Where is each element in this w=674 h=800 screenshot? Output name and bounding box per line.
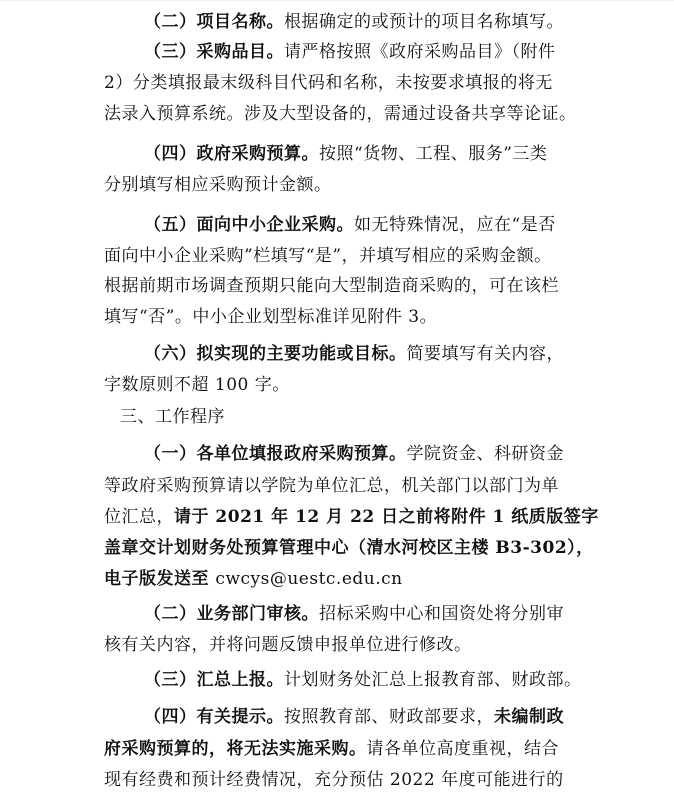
- text-segment: 招标采购中心和国资处将分别审: [319, 604, 564, 624]
- text-line: [144, 8, 634, 36]
- text-line: [104, 565, 634, 593]
- bold-text-segment: （五）面向中小企业采购。: [144, 215, 354, 235]
- text-segment: cwcys@uestc.edu.cn: [215, 569, 403, 589]
- text-line: [104, 69, 634, 97]
- text-segment: 位汇总，: [104, 507, 174, 527]
- text-line: [144, 666, 634, 694]
- text-segment: 根据确定的或预计的项目名称填写。: [284, 12, 564, 32]
- text-segment: 2）分类填报最末级科目代码和名称，未按要求填报的将无: [104, 73, 553, 93]
- text-segment: 分别填写相应采购预计金额。: [104, 175, 332, 195]
- text-line: [104, 100, 634, 128]
- bold-text-segment: （六）拟实现的主要功能或目标。: [144, 344, 407, 364]
- bold-text-segment: 未编制政: [494, 707, 564, 727]
- bold-text-segment: （三）汇总上报。: [144, 670, 284, 690]
- text-line: [104, 171, 634, 199]
- text-segment: 三、工作程序: [120, 407, 225, 427]
- bold-text-segment: （四）政府采购预算。: [144, 144, 319, 164]
- text-segment: 填写“否”。中小企业划型标准详见附件 3。: [104, 307, 438, 327]
- text-line: [144, 440, 634, 468]
- text-segment: 请严格按照《政府采购品目》（附件: [284, 42, 556, 62]
- text-line: [144, 340, 634, 368]
- text-line: [104, 303, 634, 331]
- text-line: [144, 703, 634, 731]
- text-segment: 如无特殊情况，应在“是否: [354, 215, 556, 235]
- bold-text-segment: （二）项目名称。: [144, 12, 284, 32]
- bold-text-segment: 电子版发送至: [104, 569, 216, 589]
- text-line: [104, 631, 634, 659]
- text-segment: 请各单位高度重视，结合: [366, 739, 559, 759]
- text-line: [144, 38, 634, 66]
- text-segment: 面向中小企业采购”栏填写“是”，并填写相应的采购金额。: [104, 246, 552, 266]
- text-line: [144, 140, 634, 168]
- text-line: [104, 371, 634, 399]
- text-segment: 学院资金、科研资金: [406, 444, 564, 464]
- text-segment: 按照教育部、财政部要求，: [284, 707, 494, 727]
- bold-text-segment: 府采购预算的，将无法实施采购。: [104, 739, 367, 759]
- text-segment: 字数原则不超 100 字。: [104, 375, 290, 395]
- text-segment: 根据前期市场调查预期只能向大型制造商采购的，可在该栏: [104, 276, 559, 296]
- bold-text-segment: 请于 2021 年 12 月 22 日之前将附件 1 纸质版签字: [174, 507, 599, 527]
- text-line: [104, 503, 634, 531]
- text-segment: 核有关内容，并将问题反馈申报单位进行修改。: [104, 635, 472, 655]
- text-line: [104, 735, 634, 763]
- text-line: [104, 472, 634, 500]
- text-segment: 现有经费和预计经费情况，充分预估 2022 年度可能进行的: [104, 770, 564, 790]
- text-segment: 法录入预算系统。涉及大型设备的，需通过设备共享等论证。: [104, 104, 577, 124]
- text-line: [120, 403, 634, 431]
- text-line: [104, 534, 634, 562]
- text-line: [104, 272, 634, 300]
- text-segment: 等政府采购预算请以学院为单位汇总，机关部门以部门为单: [104, 476, 559, 496]
- text-segment: 计划财务处汇总上报教育部、财政部。: [284, 670, 582, 690]
- bold-text-segment: （二）业务部门审核。: [144, 604, 319, 624]
- text-line: [144, 211, 634, 239]
- bold-text-segment: （三）采购品目。: [144, 42, 284, 62]
- text-segment: 简要填写有关内容，: [406, 344, 564, 364]
- bold-text-segment: 盖章交计划财务处预算管理中心（清水河校区主楼 B3-302），: [104, 538, 594, 558]
- bold-text-segment: （四）有关提示。: [144, 707, 284, 727]
- bold-text-segment: （一）各单位填报政府采购预算。: [144, 444, 407, 464]
- text-segment: 按照“货物、工程、服务”三类: [319, 144, 548, 164]
- text-line: [144, 600, 634, 628]
- text-line: [104, 242, 634, 270]
- text-line: [104, 766, 634, 794]
- top-divider: [0, 0, 674, 1]
